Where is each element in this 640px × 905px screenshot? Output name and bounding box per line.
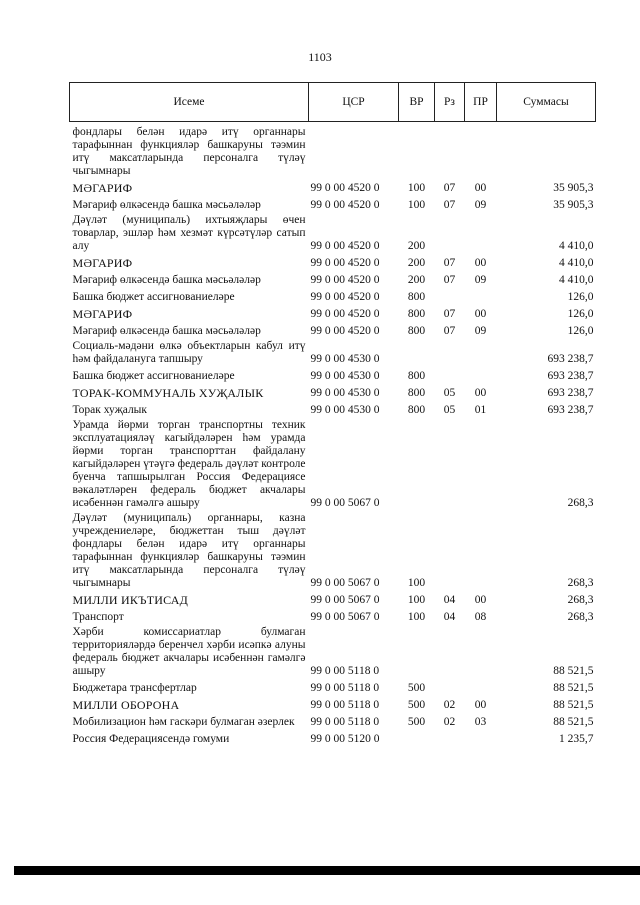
cell-csr: 99 0 00 4520 0 bbox=[310, 291, 380, 303]
cell-name: Мәгариф өлкәсендә башка мәсьәләләр bbox=[72, 199, 261, 211]
cell-csr: 99 0 00 5118 0 bbox=[310, 699, 380, 711]
cell-rz bbox=[435, 510, 465, 590]
cell-rz bbox=[435, 212, 465, 253]
cell-pr bbox=[465, 510, 497, 590]
cell-sum: 693 238,7 bbox=[547, 404, 594, 416]
cell-name: Мәгариф өлкәсендә башка мәсьәләләр bbox=[72, 325, 261, 337]
cell-sum: 35 905,3 bbox=[553, 199, 594, 211]
cell-pr: 01 bbox=[474, 404, 487, 416]
cell-name: Мобилизацион һәм гаскәри булмаган әзерлек bbox=[72, 716, 295, 728]
cell-csr: 99 0 00 4520 0 bbox=[310, 308, 380, 320]
cell-pr bbox=[465, 122, 497, 179]
cell-vr: 800 bbox=[407, 291, 426, 303]
cell-vr: 100 bbox=[407, 199, 426, 211]
cell-csr: 99 0 00 5067 0 bbox=[310, 594, 380, 606]
cell-rz bbox=[435, 366, 465, 383]
table-row bbox=[70, 590, 596, 607]
cell-sum: 126,0 bbox=[567, 325, 594, 337]
cell-sum: 126,0 bbox=[567, 308, 594, 320]
cell-csr: 99 0 00 5067 0 bbox=[310, 611, 380, 623]
cell-csr: 99 0 00 5067 0 bbox=[310, 497, 380, 509]
cell-csr: 99 0 00 5118 0 bbox=[310, 716, 380, 728]
cell-csr bbox=[309, 122, 399, 179]
cell-csr: 99 0 00 4520 0 bbox=[310, 182, 380, 194]
table-row bbox=[70, 122, 596, 179]
cell-csr: 99 0 00 4520 0 bbox=[310, 274, 380, 286]
cell-rz: 07 bbox=[443, 308, 456, 320]
header-rz: Рз bbox=[435, 83, 465, 122]
cell-pr bbox=[465, 678, 497, 695]
cell-rz: 07 bbox=[443, 274, 456, 286]
cell-pr: 00 bbox=[474, 387, 487, 399]
table-row bbox=[70, 607, 596, 624]
cell-name: ТОРАК-КОММУНАЛЬ ХУҖАЛЫК bbox=[72, 386, 264, 400]
cell-sum: 268,3 bbox=[567, 577, 594, 589]
cell-sum: 693 238,7 bbox=[547, 387, 594, 399]
cell-vr: 100 bbox=[407, 594, 426, 606]
header-vr: ВР bbox=[399, 83, 435, 122]
cell-rz bbox=[435, 417, 465, 510]
cell-name: Бюджетара трансфертлар bbox=[72, 682, 197, 694]
cell-pr: 09 bbox=[474, 325, 487, 337]
cell-sum: 1 235,7 bbox=[559, 733, 594, 745]
cell-rz bbox=[435, 678, 465, 695]
header-pr: ПР bbox=[465, 83, 497, 122]
cell-pr: 09 bbox=[474, 274, 487, 286]
cell-sum: 268,3 bbox=[567, 594, 594, 606]
table-row bbox=[70, 253, 596, 270]
cell-rz bbox=[435, 624, 465, 678]
table-row bbox=[70, 729, 596, 746]
page-number: 1103 bbox=[308, 50, 332, 64]
cell-vr: 100 bbox=[407, 577, 426, 589]
cell-name: Транспорт bbox=[72, 611, 124, 623]
cell-csr: 99 0 00 4520 0 bbox=[310, 257, 380, 269]
cell-csr: 99 0 00 4530 0 bbox=[310, 353, 380, 365]
cell-pr bbox=[465, 417, 497, 510]
cell-pr: 08 bbox=[474, 611, 487, 623]
cell-rz: 05 bbox=[443, 404, 456, 416]
cell-name: Социаль-мәдәни өлкә объектларын кабул итү һәм файдалануга тапшыру bbox=[72, 340, 306, 365]
cell-name: МИЛЛИ ИКЪТИСАД bbox=[72, 593, 188, 607]
cell-rz bbox=[435, 122, 465, 179]
cell-name: Башка бюджет ассигнованиеләре bbox=[72, 291, 235, 303]
cell-sum: 126,0 bbox=[567, 291, 594, 303]
cell-vr bbox=[399, 729, 435, 746]
scan-bottom-edge bbox=[14, 866, 640, 875]
table-row bbox=[70, 678, 596, 695]
cell-pr: 00 bbox=[474, 257, 487, 269]
cell-vr: 100 bbox=[407, 182, 426, 194]
cell-name: Мәгариф өлкәсендә башка мәсьәләләр bbox=[72, 274, 261, 286]
cell-name: МИЛЛИ ОБОРОНА bbox=[72, 698, 180, 712]
table-row bbox=[70, 695, 596, 712]
cell-name: Хәрби комиссариатлар булмаган территорияләрдә беренчел хәрби исәпкә алуны федераль бюджет акчалары исәбеннән гамәлгә ашыру bbox=[72, 626, 306, 677]
cell-sum: 693 238,7 bbox=[547, 370, 594, 382]
cell-pr: 00 bbox=[474, 308, 487, 320]
cell-name: Дәүләт (муниципаль) органнары, казна учреждениеләре, бюджеттан тыш дәүләт фондлары белән идарә итү органнары тарафыннан функцияләр башкаруны тәэмин итү максатларында персоналга түләү чыгымнары bbox=[72, 512, 306, 589]
cell-sum: 88 521,5 bbox=[553, 682, 594, 694]
cell-vr: 100 bbox=[407, 611, 426, 623]
cell-name: МӘГАРИФ bbox=[72, 256, 133, 270]
cell-rz: 02 bbox=[443, 716, 456, 728]
cell-csr: 99 0 00 4530 0 bbox=[310, 387, 380, 399]
cell-vr: 500 bbox=[407, 682, 426, 694]
cell-pr: 00 bbox=[474, 699, 487, 711]
cell-vr: 800 bbox=[407, 370, 426, 382]
cell-sum: 268,3 bbox=[567, 497, 594, 509]
cell-rz: 07 bbox=[443, 182, 456, 194]
cell-sum: 35 905,3 bbox=[553, 182, 594, 194]
cell-csr: 99 0 00 4530 0 bbox=[310, 370, 380, 382]
cell-pr bbox=[465, 338, 497, 366]
cell-pr: 09 bbox=[474, 199, 487, 211]
cell-csr: 99 0 00 5118 0 bbox=[310, 682, 380, 694]
cell-csr: 99 0 00 4530 0 bbox=[310, 404, 380, 416]
cell-name: Дәүләт (муниципаль) ихтыяҗлары өчен товарлар, эшләр һәм хезмәт күрсәтүләр сатып алу bbox=[72, 214, 306, 252]
cell-pr: 00 bbox=[474, 182, 487, 194]
cell-rz: 07 bbox=[443, 257, 456, 269]
cell-vr: 500 bbox=[407, 699, 426, 711]
table-row bbox=[70, 178, 596, 195]
cell-pr bbox=[465, 729, 497, 746]
cell-sum: 268,3 bbox=[567, 611, 594, 623]
cell-name: МӘГАРИФ bbox=[72, 307, 133, 321]
cell-name: Башка бюджет ассигнованиеләре bbox=[72, 370, 235, 382]
cell-csr: 99 0 00 5120 0 bbox=[310, 733, 380, 745]
header-name: Исеме bbox=[70, 83, 309, 122]
cell-vr bbox=[399, 624, 435, 678]
cell-rz: 02 bbox=[443, 699, 456, 711]
table-row bbox=[70, 383, 596, 400]
cell-name: фондлары белән идарә итү органнары тарафыннан функцияләр башкаруны тәэмин итү максатларында персоналга түләү чыгымнары bbox=[72, 126, 306, 177]
cell-rz bbox=[435, 729, 465, 746]
cell-sum: 88 521,5 bbox=[553, 665, 594, 677]
header-sum: Суммасы bbox=[497, 83, 596, 122]
cell-pr bbox=[465, 287, 497, 304]
cell-rz: 07 bbox=[443, 199, 456, 211]
cell-sum: 4 410,0 bbox=[559, 257, 594, 269]
table-row bbox=[70, 400, 596, 417]
cell-vr: 800 bbox=[407, 404, 426, 416]
cell-vr: 200 bbox=[407, 240, 426, 252]
cell-pr: 00 bbox=[474, 594, 487, 606]
cell-rz bbox=[435, 338, 465, 366]
cell-vr bbox=[399, 417, 435, 510]
cell-sum: 88 521,5 bbox=[553, 699, 594, 711]
cell-sum: 4 410,0 bbox=[559, 274, 594, 286]
table-row bbox=[70, 712, 596, 729]
cell-rz bbox=[435, 287, 465, 304]
cell-vr: 500 bbox=[407, 716, 426, 728]
cell-vr bbox=[399, 122, 435, 179]
cell-rz: 07 bbox=[443, 325, 456, 337]
table-row bbox=[70, 304, 596, 321]
cell-vr: 200 bbox=[407, 274, 426, 286]
table-row bbox=[70, 366, 596, 383]
cell-sum: 4 410,0 bbox=[559, 240, 594, 252]
cell-rz: 04 bbox=[443, 611, 456, 623]
cell-vr: 200 bbox=[407, 257, 426, 269]
cell-vr bbox=[399, 338, 435, 366]
table-body bbox=[70, 122, 596, 747]
cell-pr bbox=[465, 212, 497, 253]
table-row bbox=[70, 287, 596, 304]
table-row bbox=[70, 338, 596, 366]
cell-vr: 800 bbox=[407, 325, 426, 337]
table-row bbox=[70, 624, 596, 678]
cell-name: Торак хуҗалык bbox=[72, 404, 147, 416]
header-csr: ЦСР bbox=[309, 83, 399, 122]
cell-rz: 04 bbox=[443, 594, 456, 606]
table-row bbox=[70, 195, 596, 212]
table-row bbox=[70, 417, 596, 510]
table-row bbox=[70, 321, 596, 338]
cell-csr: 99 0 00 4520 0 bbox=[310, 240, 380, 252]
cell-pr: 03 bbox=[474, 716, 487, 728]
cell-csr: 99 0 00 4520 0 bbox=[310, 325, 380, 337]
cell-vr: 800 bbox=[407, 387, 426, 399]
cell-pr bbox=[465, 366, 497, 383]
cell-sum: 88 521,5 bbox=[553, 716, 594, 728]
cell-csr: 99 0 00 4520 0 bbox=[310, 199, 380, 211]
cell-name: МӘГАРИФ bbox=[72, 181, 133, 195]
cell-rz: 05 bbox=[443, 387, 456, 399]
budget-table bbox=[69, 82, 596, 746]
table-row bbox=[70, 270, 596, 287]
cell-name: Россия Федерациясендә гомуми bbox=[72, 733, 230, 745]
cell-pr bbox=[465, 624, 497, 678]
cell-csr: 99 0 00 5067 0 bbox=[310, 577, 380, 589]
table-header bbox=[70, 83, 596, 122]
cell-csr: 99 0 00 5118 0 bbox=[310, 665, 380, 677]
cell-vr: 800 bbox=[407, 308, 426, 320]
table-row bbox=[70, 510, 596, 590]
cell-sum: 693 238,7 bbox=[547, 353, 594, 365]
table-row bbox=[70, 212, 596, 253]
cell-name: Урамда йөрми торган транспортны техник эксплуатацияләү кагыйдәләрен һәм урамда йөрми торган транспорттан файдалану кагыйдәләрен үтәүгә федераль дәүләт контроле буенча тапшырылган Россия Федерациясе вәкаләтләрен федераль бюджет акчалары исәбеннән гамәлгә ашыру bbox=[72, 419, 306, 509]
cell-sum bbox=[497, 122, 596, 179]
